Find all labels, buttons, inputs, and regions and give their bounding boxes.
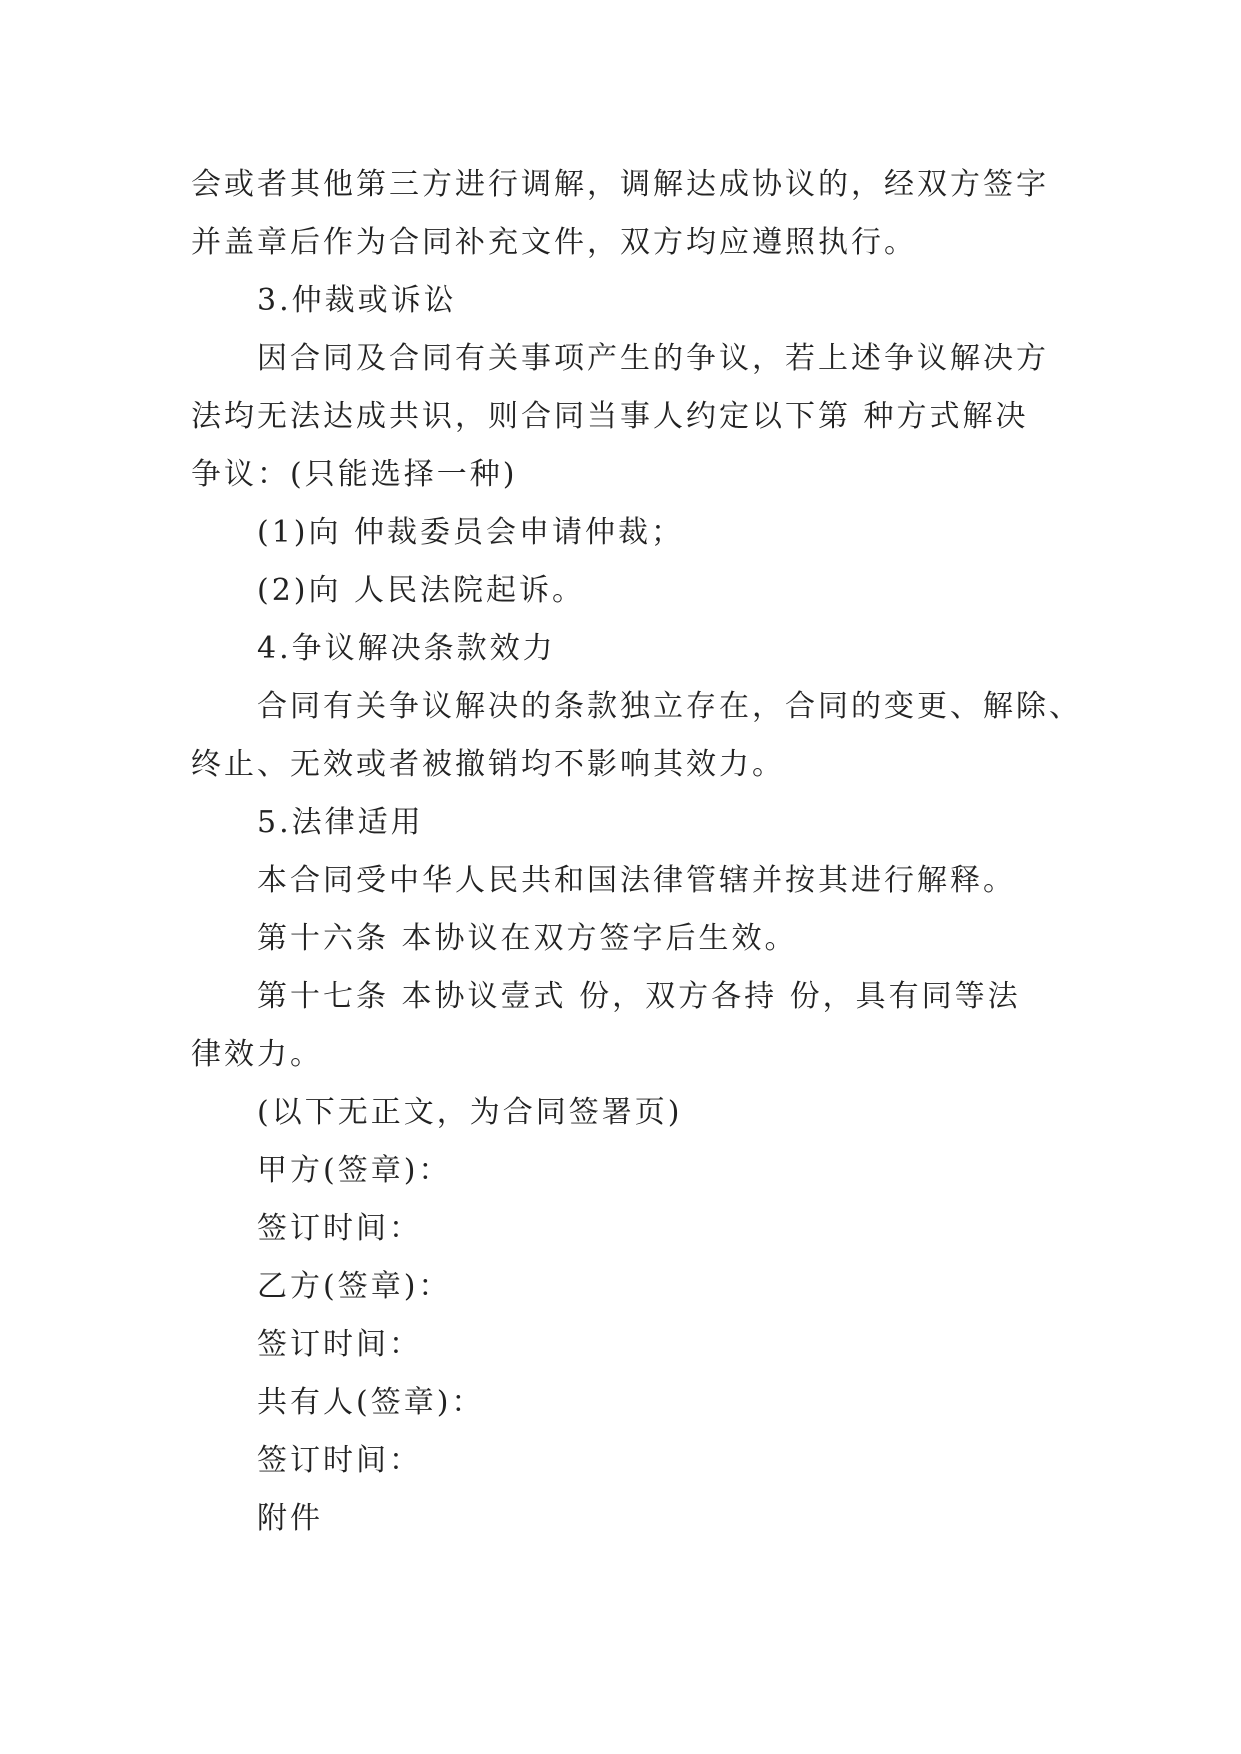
text-line: 会或者其他第三方进行调解，调解达成协议的，经双方签字 <box>191 167 1049 202</box>
option-item: (1)向 仲裁委员会申请仲裁； <box>257 515 685 550</box>
signature-date-field: 签订时间： <box>257 1211 422 1246</box>
article-line: 第十六条 本协议在双方签字后生效。 <box>257 921 798 956</box>
signature-field-co-owner: 共有人(签章)： <box>257 1385 485 1420</box>
text-line: 法均无法达成共识，则合同当事人约定以下第 种方式解决 <box>191 399 1029 434</box>
signature-field-party-a: 甲方(签章)： <box>257 1153 452 1188</box>
text-line: 并盖章后作为合同补充文件，双方均应遵照执行。 <box>191 225 917 260</box>
section-heading: 4.争议解决条款效力 <box>257 631 556 666</box>
attachment-heading: 附件 <box>257 1501 323 1536</box>
text-line: (以下无正文，为合同签署页) <box>257 1095 683 1130</box>
text-line: 因合同及合同有关事项产生的争议，若上述争议解决方 <box>257 341 1049 376</box>
text-line: 终止、无效或者被撤销均不影响其效力。 <box>191 747 785 782</box>
text-line: 本合同受中华人民共和国法律管辖并按其进行解释。 <box>257 863 1016 898</box>
signature-date-field: 签订时间： <box>257 1327 422 1362</box>
signature-date-field: 签订时间： <box>257 1443 422 1478</box>
article-line: 第十七条 本协议壹式 份，双方各持 份，具有同等法 <box>257 979 1021 1014</box>
signature-field-party-b: 乙方(签章)： <box>257 1269 452 1304</box>
text-line: 律效力。 <box>191 1037 323 1072</box>
text-line: 合同有关争议解决的条款独立存在，合同的变更、解除、 <box>257 689 1082 724</box>
section-heading: 3.仲裁或诉讼 <box>257 283 457 318</box>
text-line: 争议：(只能选择一种) <box>191 457 518 492</box>
option-item: (2)向 人民法院起诉。 <box>257 573 586 608</box>
document-body <box>191 156 1082 1548</box>
section-heading: 5.法律适用 <box>257 805 424 840</box>
